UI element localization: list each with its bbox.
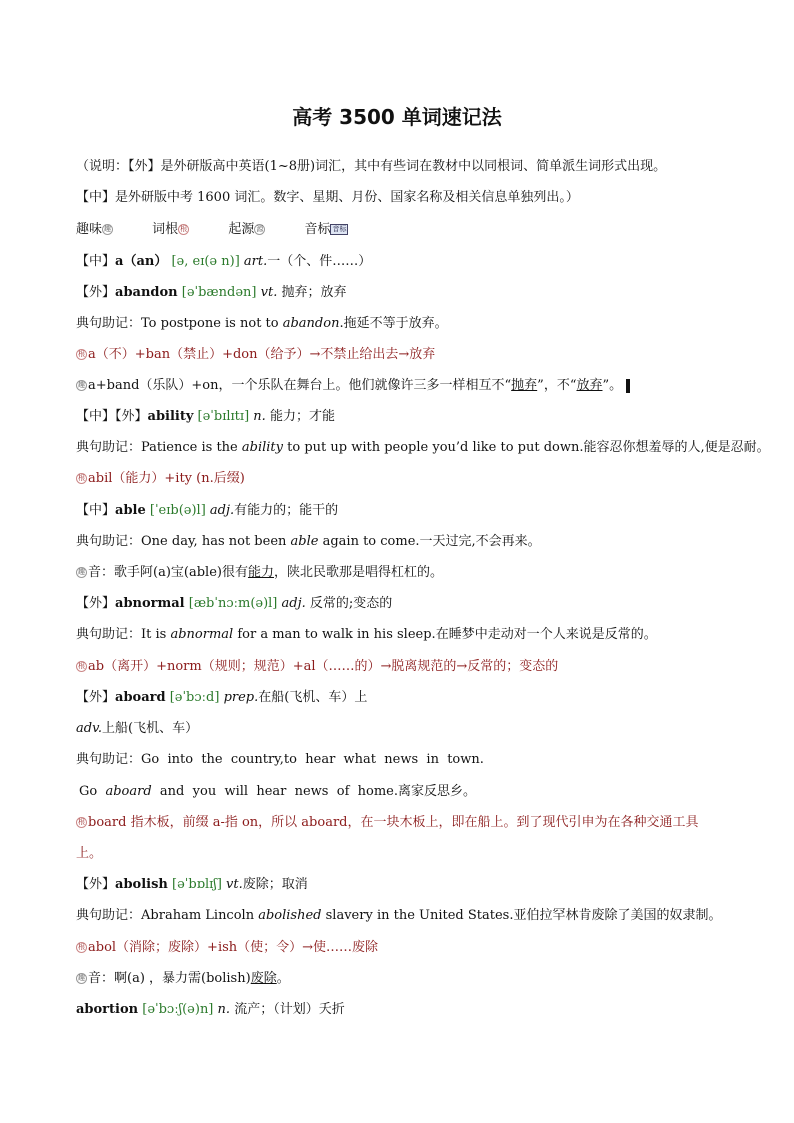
entry-ability: 【中】【外】ability [əˈbɪlɪtɪ] n. 能力；才能: [76, 409, 335, 424]
headword: abandon: [115, 285, 178, 300]
example-abandon: 典句助记：To postpone is not to abandon.拖延不等于放弃。: [76, 316, 448, 331]
intro-line-1: （说明：【外】是外研版高中英语(1~8册)词汇，其中有些词在教材中以同根词、简单派生词形式出现。: [76, 159, 667, 174]
phonetic-icon: 音标: [332, 225, 347, 233]
legend-fun: 趣味 趣: [76, 222, 112, 237]
phonetic: [əˈbɔːʃ(ə)n]: [142, 1002, 214, 1017]
fun-abandon: 趣 a+band（乐队）+on，一个乐队在舞台上。他们就像许三多一样相互不“抛弃”，不“放弃”。: [76, 376, 630, 396]
entry-abolish: 【外】abolish [əˈbɒlɪʃ] vt.废除；取消: [76, 877, 308, 892]
headword: aboard: [115, 690, 166, 705]
fun-icon: 趣: [78, 381, 85, 389]
phonetic: [əˈbɒlɪʃ]: [172, 877, 222, 892]
example-aboard: 典句助记：Go into the country,to hear what news in town.: [76, 752, 484, 767]
entry-aboard-adv: adv.上船(飞机、车）: [76, 721, 199, 736]
entry-a: 【中】a（an） [ə, eɪ(ə n)] art.一（个、件……）: [76, 254, 372, 269]
headword: able: [115, 503, 146, 518]
root-icon: 根: [78, 474, 85, 482]
example-abolish: 典句助记：Abraham Lincoln abolished slavery in the United States.亚伯拉罕林肯废除了美国的奴隶制。: [76, 908, 722, 923]
headword: a（an）: [115, 254, 168, 269]
example-ability: 典句助记：Patience is the ability to put up with people you’d like to put down.能容忍你想羞辱的人,便是忍耐。: [76, 440, 770, 455]
fun-able: 趣 音：歌手阿(a)宝(able)很有能力，陕北民歌那是唱得杠杠的。: [78, 565, 443, 580]
headword: abortion: [76, 1002, 139, 1017]
headword: abnormal: [115, 596, 185, 611]
root-icon: 根: [78, 818, 85, 826]
intro-line-2: 【中】是外研版中考 1600 词汇。数字、星期、月份、国家名称及相关信息单独列出。）: [76, 190, 579, 205]
fun-icon: 趣: [104, 225, 112, 233]
fun-icon: 趣: [78, 568, 85, 576]
legend: [76, 220, 383, 240]
phonetic: [ˈeɪb(ə)l]: [149, 503, 206, 518]
root-aboard: 根 board 指木板，前缀 a-指 on，所以 aboard，在一块木板上，即在船上。到了现代引申为在各种交通工具: [78, 815, 699, 830]
entry-abortion: abortion [əˈbɔːʃ(ə)n] n. 流产；（计划）夭折: [76, 1002, 345, 1017]
root-icon: 根: [78, 943, 85, 951]
root-abandon: 根 a（不）+ban（禁止）+don（给予）→不禁止给出去→放弃: [78, 347, 436, 362]
example-abnormal: 典句助记：It is abnormal for a man to walk in his sleep.在睡梦中走动对一个人来说是反常的。: [76, 627, 657, 642]
phonetic: [æbˈnɔːm(ə)l]: [188, 596, 278, 611]
phonetic: [əˈbɪlɪtɪ]: [197, 409, 250, 424]
root-ability: 根 abil（能力）+ity (n.后缀): [78, 471, 245, 486]
entry-aboard: 【外】aboard [əˈbɔːd] prep.在船(飞机、车）上: [76, 690, 368, 705]
root-icon: 根: [78, 662, 85, 670]
entry-able: 【中】able [ˈeɪb(ə)l] adj.有能力的；能干的: [76, 503, 339, 518]
headword: ability: [147, 409, 194, 424]
entry-abnormal: 【外】abnormal [æbˈnɔːm(ə)l] adj. 反常的;变态的: [76, 596, 393, 611]
fun-icon: 趣: [78, 974, 85, 982]
fun-abolish: 趣 音：啊(a) ，暴力需(bolish)废除。: [78, 971, 290, 986]
entry-abandon: 【外】abandon [əˈbændən] vt. 抛弃；放弃: [76, 285, 347, 300]
root-icon: 根: [78, 350, 85, 358]
legend-origin: 起源 源: [228, 222, 264, 237]
legend-root: 词根 根: [152, 222, 188, 237]
text-cursor: [626, 379, 630, 393]
phonetic: [əˈbɔːd]: [169, 690, 220, 705]
origin-icon: 源: [256, 225, 264, 233]
example-aboard-2: Go aboard and you will hear news of home.离家反思乡。: [79, 784, 477, 799]
root-aboard-cont: 上。: [76, 846, 103, 861]
legend-phonetic: 音标 音标: [304, 222, 347, 237]
root-abolish: 根 abol（消除；废除）+ish（使；令）→使……废除: [78, 940, 379, 955]
root-icon: 根: [180, 225, 188, 233]
phonetic: [ə, eɪ(ə n)]: [171, 254, 240, 269]
root-abnormal: 根 ab（离开）+norm（规则；规范）+al（……的）→脱离规范的→反常的；变态的: [78, 659, 559, 674]
example-able: 典句助记：One day, has not been able again to come.一天过完,不会再来。: [76, 534, 541, 549]
headword: abolish: [115, 877, 168, 892]
page-title: 高考 3500 单词速记法: [292, 105, 502, 129]
phonetic: [əˈbændən]: [181, 285, 257, 300]
